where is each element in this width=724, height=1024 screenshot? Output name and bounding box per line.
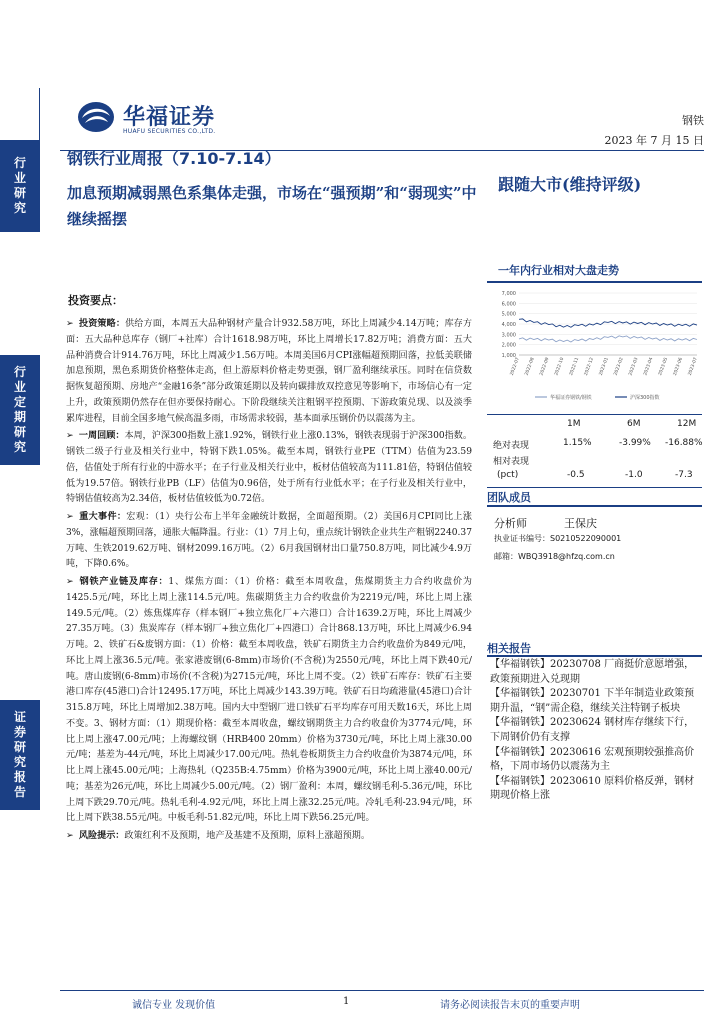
para-text: 政策红利不及预期，地产及基建不及预期，原料上涨超预期。: [124, 831, 370, 841]
para-lead: 投资策略：: [79, 318, 126, 329]
chart-legend-label: 沪深300指数: [630, 395, 660, 401]
sidebar-char: 定: [13, 395, 26, 409]
chart-xtick-label: 2023-04: [643, 356, 655, 377]
key-points-body: [66, 316, 472, 846]
chart-xtick-label: 2022-12: [583, 356, 596, 377]
report-date: 2023 年 7 月 15 日: [604, 134, 704, 147]
bullet-arrow-icon: ➢: [66, 831, 74, 841]
key-point-para: [66, 828, 472, 845]
performance-cell: 1.15%: [563, 438, 592, 448]
chart-series-line: [519, 336, 697, 342]
sidebar-char: 业: [13, 171, 26, 185]
para-lead: 钢铁产业链及库存：: [79, 576, 169, 587]
performance-row-label: 绝对表现: [493, 441, 530, 451]
related-report-item[interactable]: 【华福钢铁】20230624 钢材库存继续下行，下周钢价仍有支撑: [490, 717, 695, 743]
chart-xtick-label: 2022-10: [554, 356, 566, 377]
sidebar-char: 研: [13, 186, 26, 200]
logo-text-en: HUAFU SECURITIES CO.,LTD.: [123, 128, 216, 135]
performance-row-label: (pct): [497, 470, 519, 480]
related-divider: [487, 655, 702, 657]
performance-row: [487, 435, 702, 451]
para-text: 宏观：（1）央行公布上半年金融统计数据，全面超预期。（2）美国6月CPI同比上涨3%，涨幅超预期回落，通胀大幅降温。行业：（1）7月上旬，重点统计钢铁企业共生产粗钢2240.37万吨、生铁2019.62万吨、钢材2099.16万吨。（2）6月我国钢材出口量750.8万吨，同比减少4.9万吨，下降0.6%。: [66, 512, 472, 570]
chart-xtick-label: 2023-05: [658, 356, 670, 377]
performance-col-12m: 12M: [677, 419, 697, 429]
chart-ytick-label: 3,000: [501, 332, 516, 339]
footer-divider: [60, 990, 704, 991]
sidebar-block-industry: [0, 140, 40, 232]
bullet-arrow-icon: ➢: [66, 577, 74, 587]
relative-performance-chart: [487, 287, 702, 407]
sidebar-divider: [0, 88, 40, 140]
team-heading: 团队成员: [487, 491, 531, 504]
performance-cell: -3.99%: [619, 438, 651, 448]
chart-xtick-label: 2023-03: [628, 356, 640, 377]
bullet-arrow-icon: ➢: [66, 319, 74, 329]
sidebar-char: 行: [13, 365, 26, 379]
analyst-email[interactable]: 邮箱：WBQ3918@hfzq.com.cn: [494, 552, 615, 561]
performance-header-row: [487, 415, 702, 435]
analyst-name: 王保庆: [564, 517, 597, 530]
footer-disclaimer: 请务必阅读报告末页的重要声明: [440, 1000, 580, 1011]
performance-col-6m: 6M: [627, 419, 641, 429]
performance-cell: -7.3: [675, 470, 693, 480]
analyst-cert: 执业证书编号：S0210522090001: [494, 534, 622, 543]
related-report-item[interactable]: 【华福钢铁】20230701 下半年制造业政策预期升温，“钢”需企稳，继续关注特钢子板块: [490, 688, 695, 714]
chart-xtick-label: 2022-09: [539, 356, 551, 377]
chart-xtick-label: 2022-11: [569, 356, 581, 377]
chart-xtick-label: 2023-01: [598, 356, 610, 377]
chart-xtick-label: 2022-08: [524, 356, 536, 377]
performance-col-1m: 1M: [567, 419, 581, 429]
sidebar-char: 究: [13, 440, 26, 454]
key-point-para: [66, 316, 472, 427]
key-point-para: [66, 574, 472, 827]
rating-label: 跟随大市(维持评级): [498, 175, 642, 194]
related-report-list: [490, 658, 700, 804]
report-title: 钢铁行业周报（7.10-7.14）: [67, 149, 281, 168]
sidebar-char: 行: [13, 156, 26, 170]
sidebar-char: 究: [13, 755, 26, 769]
key-point-para: [66, 428, 472, 508]
related-heading: 相关报告: [487, 642, 531, 655]
sidebar-char: 告: [13, 785, 26, 799]
company-logo: [77, 98, 267, 140]
performance-cell: -16.88%: [665, 438, 703, 448]
industry-label: 钢铁: [682, 114, 704, 127]
sidebar-char: 研: [13, 740, 26, 754]
analyst-label: 分析师: [494, 517, 527, 530]
performance-table: [487, 414, 702, 488]
sidebar-block-periodic: [0, 355, 40, 465]
report-subtitle: 加息预期减弱黑色系集体走强，市场在“强预期”和“弱现实”中继续摇摆: [67, 184, 477, 228]
related-report-item[interactable]: 【华福钢铁】20230616 宏观预期较强推高价格，下周市场仍以震荡为主: [490, 746, 695, 773]
sidebar-char: 报: [13, 770, 26, 784]
para-text: 1、煤焦方面：（1）价格：截至本周收盘，焦煤期货主力合约收盘价为1425.5元/吨，环比上周上涨114.5元/吨。焦碳期货主力合约收盘价为2219元/吨，环比上周上涨149.5元/吨。（2）炼焦煤库存（样本钢厂+独立焦化厂+六港口）合计1639.2万吨，环比上周减少27.35万吨。（3）焦炭库存（样本钢厂+独立焦化厂+四港口）合计868.13万吨，环比上周减少6.94万吨。2、铁矿石&废钢方面：（1）价格：截至本周收盘，铁矿石期货主力合约收盘价为849元/吨，环比上周上涨36.5元/吨。张家港废钢(6-8mm)市场价(不含税)为2550元/吨，环比上周下跌40元/吨。唐山废钢(6-8mm)市场价(不含税)为2715元/吨，环比上周不变。（2）铁矿石库存：铁矿石主要港口库存(45港口)合计12495.17万吨，环比上周减少143.39万吨。铁矿石日均疏港量(45港口)合计315.8万吨，环比上周增加2.38万吨。国内大中型钢厂进口铁矿石平均库存可用天数16天，环比上周不变。3、钢材方面：（1）期现价格：截至本周收盘，螺纹钢期货主力合约收盘价为3774元/吨，环比上周上涨47.00元/吨；上海螺纹钢（HRB400 20mm）价格为3730元/吨，环比上周上涨30.00元/吨；基差为-44元/吨，环比上周减少17.00元/吨。热轧卷板期货主力合约收盘价为3874元/吨，环比上周上涨45.00元/吨；上海热轧（Q235B:4.75mm）价格为3900元/吨，环比上周上涨40.00元/吨；基差为26元/吨，环比上周减少5.00元/吨。（2）钢厂盈利：本周，螺纹钢毛利-5.36元/吨，环比上周下跌29.70元/吨。热轧毛利-4.92元/吨，环比上周上涨32.25元/吨。冷轧毛利-23.94元/吨，环比上周下跌38.55元/吨。中板毛利-51.82元/吨，环比上周下跌56.25元/吨。: [66, 577, 472, 824]
chart-title: 一年内行业相对大盘走势: [498, 264, 619, 277]
para-lead: 重大事件：: [79, 511, 127, 522]
footer-slogan: 诚信专业 发现价值: [132, 1000, 216, 1011]
logo-text-cn: 华福证券: [123, 105, 216, 130]
bullet-arrow-icon: ➢: [66, 431, 74, 442]
analyst-row: [494, 515, 597, 531]
chart-ytick-label: 2,000: [501, 342, 516, 349]
bullet-arrow-icon: ➢: [66, 512, 74, 522]
related-report-item[interactable]: 【华福钢铁】20230610 原料价格反弹，钢材期现价格上涨: [490, 775, 695, 802]
performance-cell: -1.0: [625, 470, 643, 480]
sidebar-char: 期: [13, 410, 26, 424]
sidebar-block-report: [0, 700, 40, 810]
performance-row: [487, 467, 702, 487]
sidebar-char: 证: [13, 710, 26, 724]
chart-series-line: [519, 319, 697, 327]
sidebar-char: 业: [13, 380, 26, 394]
related-report-item[interactable]: 【华福钢铁】20230708 厂商挺价意愿增强，政策预期进入兑现期: [490, 659, 695, 685]
sidebar-char: 研: [13, 425, 26, 439]
chart-ytick-label: 1,000: [501, 353, 516, 359]
para-lead: 一周回顾：: [78, 430, 125, 442]
chart-ytick-label: 5,000: [501, 311, 516, 318]
performance-row-label: 相对表现: [493, 457, 530, 467]
key-points-heading: 投资要点：: [68, 294, 123, 307]
team-divider: [487, 505, 702, 507]
sidebar-char: 究: [13, 201, 26, 215]
para-text: 供给方面，本周五大品种钢材产量合计932.58万吨，环比上周减少4.14万吨；库存方面：五大品种总库存（钢厂+社库）合计1618.98万吨，环比上周增长17.82万吨；消费方面：五大品种消费合计914.76万吨，环比上周减少1.56万吨。本周美国6月CPI涨幅超预期回落，拉低美联储加息预期，黑色系期货价格整体走高，但上游原料价格走势更强，钢厂盈利继续承压。同时在信贷数据恢复超预期、房地产“金融16条”部分政策延期以及转向碳排放双控意见等影响下，市场信心有一定上升，政策预期仍然存在但亦要保持耐心。下阶段继续关注粗钢平控预期、下游政策兑现、以及淡季累库进程，目前全国多地气候高温多雨，市场需求较弱，基本面承压钢价仍以震荡为主。: [66, 319, 472, 424]
key-point-para: [66, 509, 472, 573]
logo-mark-icon: [77, 98, 115, 136]
chart-xtick-label: 2023-07: [687, 356, 699, 377]
chart-ytick-label: 4,000: [501, 322, 516, 328]
sidebar-char: 券: [13, 725, 26, 739]
chart-divider: [487, 281, 702, 283]
chart-xtick-label: 2022-07: [509, 356, 521, 377]
chart-ytick-label: 7,000: [501, 291, 516, 297]
chart-legend-label: 华福证券钢铁/钢铁: [550, 395, 592, 401]
chart-ytick-label: 6,000: [501, 301, 516, 308]
chart-xtick-label: 2023-02: [613, 356, 625, 377]
para-lead: 风险提示：: [78, 830, 125, 841]
page-number: 1: [343, 996, 350, 1007]
para-text: 本周，沪深300指数上涨1.92%，钢铁行业上涨0.13%，钢铁表现弱于沪深300指数。钢铁二级子行业及相关行业中，特钢下跌1.05%。截至本周，钢铁行业PE（TTM）估值为23.59倍，估值处于所有行业的中游水平；在子行业及相关行业中，板材估值较高为111.81倍，特钢估值较低为19.57倍。钢铁行业PB（LF）估值为0.96倍，处于所有行业低水平；在子行业及相关行业中，特钢估值较高为2.34倍，板材估值较低为0.72倍。: [66, 431, 472, 505]
performance-cell: -0.5: [567, 470, 585, 480]
chart-xtick-label: 2023-06: [672, 356, 685, 377]
performance-row: [487, 451, 702, 467]
